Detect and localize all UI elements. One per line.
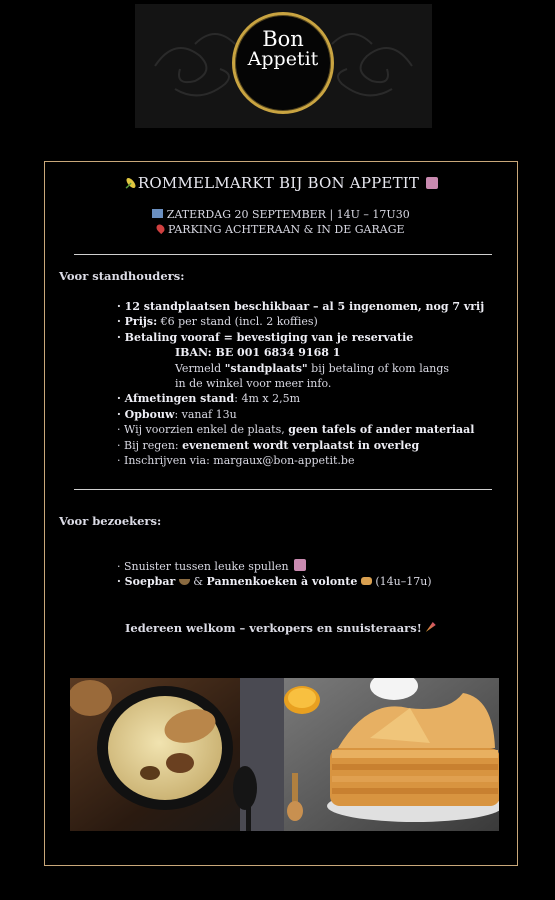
- logo-line1: Bon: [262, 27, 304, 51]
- list-item: · Opbouw: vanaf 13u: [117, 407, 237, 421]
- list-item: in de winkel voor meer info.: [175, 377, 332, 391]
- iban: IBAN: BE 001 6834 9168 1: [175, 346, 341, 360]
- visitors-heading: Voor bezoekers:: [59, 514, 162, 528]
- list-item: · Afmetingen stand: 4m x 2,5m: [117, 392, 301, 406]
- list-item: · 12 standplaatsen beschikbaar – al 5 ingenomen, nog 7 vrij: [117, 300, 485, 313]
- shopping-bags-icon: [294, 559, 306, 571]
- list-item: · Inschrijven via: margaux@bon-appetit.be: [117, 454, 355, 468]
- pin-icon: [155, 223, 166, 234]
- shopping-bags-icon: [426, 177, 438, 189]
- logo-line2: Appetit: [247, 48, 319, 70]
- welcome-row: [125, 621, 436, 635]
- vendors-list: [117, 299, 484, 468]
- date-row: [45, 208, 517, 221]
- list-item: · Betaling vooraf = bevestiging van je reservatie: [117, 330, 414, 344]
- food-photos: [70, 678, 499, 831]
- corn-icon: [124, 176, 138, 190]
- welcome-text: Iedereen welkom – verkopers en snuisteraars!: [125, 621, 422, 635]
- visitors-list: [117, 559, 432, 590]
- event-date: ZATERDAG 20 SEPTEMBER | 14U – 17U30: [166, 208, 410, 221]
- location-row: [45, 223, 517, 236]
- list-item: · Bij regen: evenement wordt verplaatst in overleg: [117, 438, 420, 452]
- logo: [232, 12, 334, 114]
- event-title: ROMMELMARKT BIJ BON APPETIT: [137, 174, 420, 192]
- party-popper-icon: [426, 622, 436, 632]
- list-item: Vermeld "standplaats" bij betaling of kom langs: [175, 361, 450, 375]
- food-photos-image: [70, 678, 499, 831]
- divider: [74, 254, 492, 255]
- list-item: · Snuister tussen leuke spullen: [117, 559, 432, 574]
- list-item: · Soepbar & Pannenkoeken à volonte (14u–17u): [117, 575, 432, 589]
- calendar-icon: [152, 209, 163, 218]
- divider: [74, 489, 492, 490]
- pancakes-icon: [361, 577, 372, 585]
- event-title-row: [45, 174, 517, 192]
- list-item: · Wij voorzien enkel de plaats, geen tafels of ander materiaal: [117, 423, 475, 437]
- event-location: PARKING ACHTERAAN & IN DE GARAGE: [167, 223, 405, 236]
- vendors-heading: Voor standhouders:: [59, 269, 185, 283]
- soup-icon: [179, 579, 190, 585]
- list-item: · Prijs: €6 per stand (incl. 2 koffies): [117, 315, 318, 329]
